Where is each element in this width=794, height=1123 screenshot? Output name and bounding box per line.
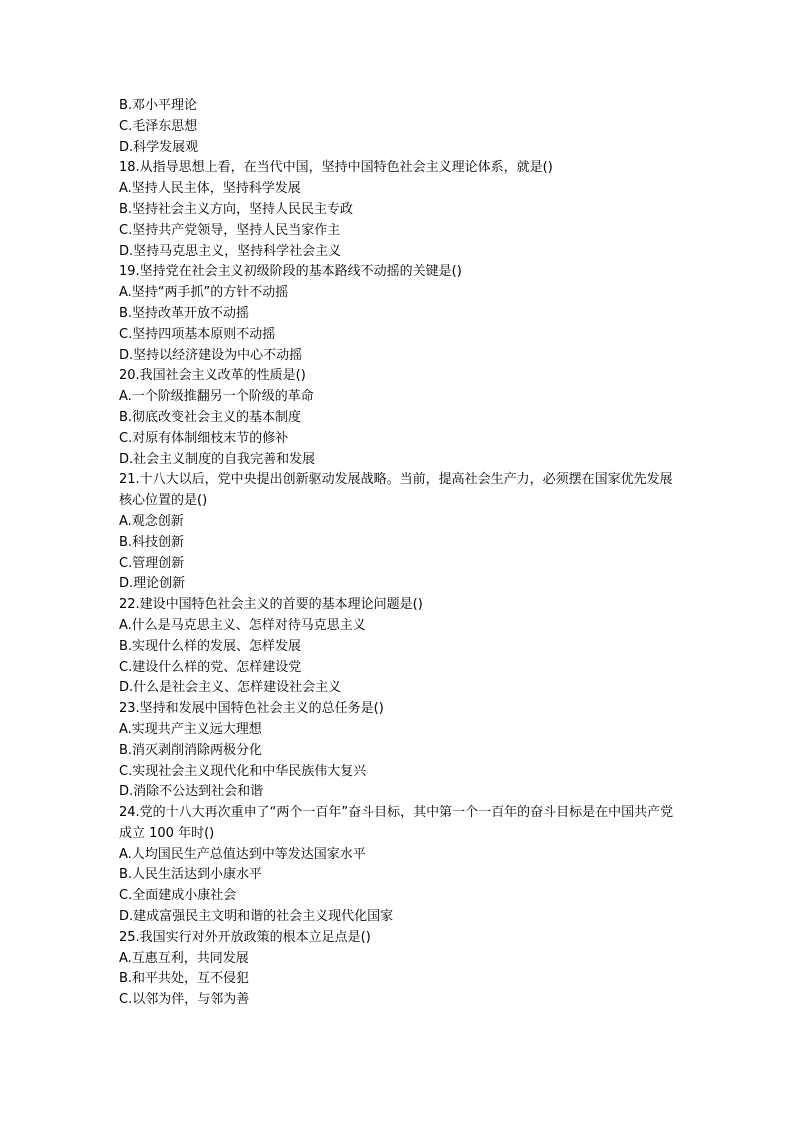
question-stem: 18.从指导思想上看，在当代中国，坚持中国特色社会主义理论体系，就是() [119,160,553,176]
answer-option: C.管理创新 [119,555,185,571]
question-stem: 19.坚持党在社会主义初级阶段的基本路线不动摇的关键是() [119,264,462,280]
answer-option: D.建成富强民主文明和谐的社会主义现代化国家 [119,909,394,925]
answer-option: A.一个阶级推翻另一个阶级的革命 [119,389,314,405]
answer-option: B.彻底改变社会主义的基本制度 [119,409,302,425]
answer-option: D.坚持马克思主义，坚持科学社会主义 [119,243,342,259]
answer-option: A.坚持“两手抓”的方针不动摇 [119,285,289,301]
question-stem: 23.坚持和发展中国特色社会主义的总任务是() [119,701,384,717]
answer-option: C.建设什么样的党、怎样建设党 [119,659,302,675]
answer-option: D.什么是社会主义、怎样建设社会主义 [119,680,342,696]
answer-option: C.坚持共产党领导，坚持人民当家作主 [119,222,341,238]
answer-option: D.坚持以经济建设为中心不动摇 [119,347,303,363]
answer-option: B.坚持社会主义方向，坚持人民民主专政 [119,201,354,217]
answer-option: A.观念创新 [119,513,184,529]
answer-option: B.科技创新 [119,534,185,550]
answer-option: B.坚持改革开放不动摇 [119,305,250,321]
question-stem: 22.建设中国特色社会主义的首要的基本理论问题是() [119,597,423,613]
question-stem: 24.党的十八大再次重申了“两个一百年”奋斗目标，其中第一个一百年的奋斗目标是在中国共产党成立 100 年时() [119,805,674,841]
answer-option: B.实现什么样的发展、怎样发展 [119,638,302,654]
question-stem: 21.十八大以后，党中央提出创新驱动发展战略。当前，提高社会生产力，必须摆在国家优先发展核心位置的是() [119,472,673,509]
answer-option: D.科学发展观 [119,139,199,155]
answer-option: B.消灭剥削消除两极分化 [119,742,263,758]
answer-option: B.人民生活达到小康水平 [119,867,263,883]
answer-option: D.社会主义制度的自我完善和发展 [119,451,316,467]
answer-option: C.毛泽东思想 [119,118,198,134]
answer-option: B.邓小平理论 [119,98,198,113]
answer-option: D.理论创新 [119,576,186,592]
answer-option: A.人均国民生产总值达到中等发达国家水平 [119,846,366,862]
document-body [119,96,685,1011]
answer-option: A.什么是马克思主义、怎样对待马克思主义 [119,617,366,633]
answer-option: C.以邻为伴，与邻为善 [119,992,250,1008]
answer-option: B.和平共处，互不侵犯 [119,971,250,987]
answer-option: C.全面建成小康社会 [119,888,237,904]
answer-option: C.对原有体制细枝末节的修补 [119,430,289,446]
question-stem: 20.我国社会主义改革的性质是() [119,368,306,384]
answer-option: A.互惠互利，共同发展 [119,950,249,966]
answer-option: A.坚持人民主体，坚持科学发展 [119,181,301,197]
answer-option: D.消除不公达到社会和谐 [119,784,264,800]
question-stem: 25.我国实行对外开放政策的根本立足点是() [119,929,371,945]
answer-option: C.坚持四项基本原则不动摇 [119,326,276,342]
answer-option: C.实现社会主义现代化和中华民族伟大复兴 [119,763,367,779]
answer-option: A.实现共产主义远大理想 [119,721,262,737]
